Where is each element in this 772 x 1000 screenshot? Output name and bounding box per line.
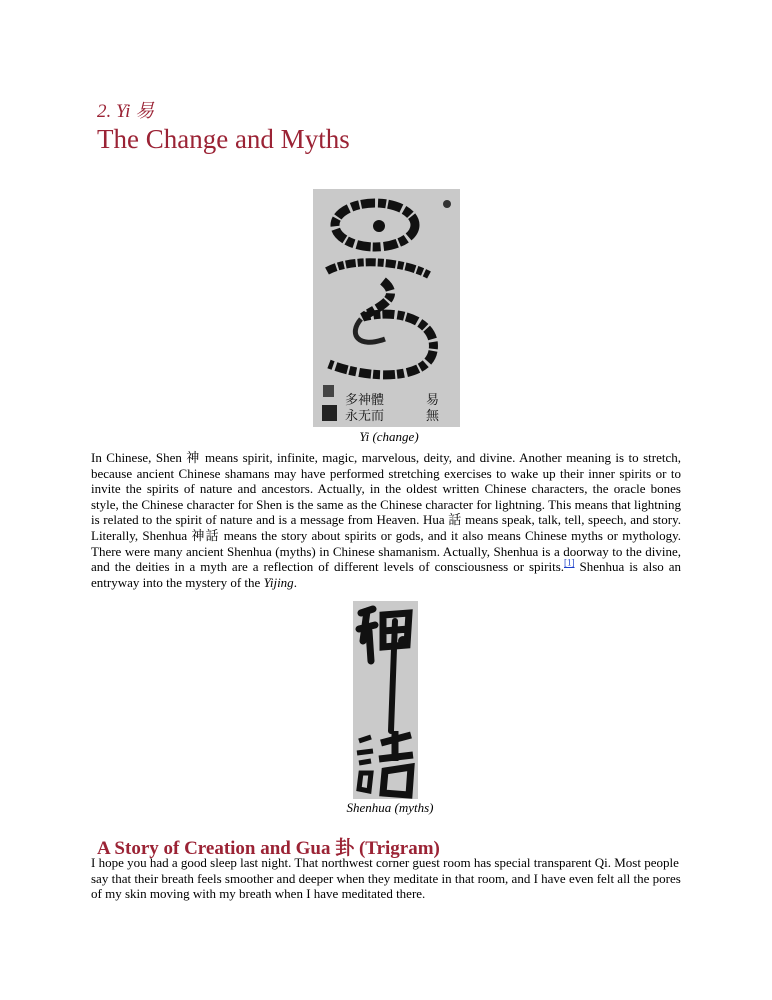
figure2-caption: Shenhua (myths) — [346, 800, 434, 815]
section-heading: A Story of Creation and Gua 卦 (Trigram) — [97, 838, 440, 859]
paragraph-shenhua — [91, 450, 681, 590]
figure1-caption: Yi (change) — [359, 429, 419, 444]
yi-calligraphy-image — [313, 189, 460, 427]
shenhua-calligraphy-image — [353, 601, 418, 799]
svg-text:易: 易 — [426, 393, 440, 408]
chapter-label: 2. Yi 易 — [97, 101, 155, 122]
paragraph1-end: . — [293, 574, 297, 590]
paragraph-story: I hope you had a good sleep last night. That northwest corner guest room has special transparent Qi. Most people say that their breath feels smoother and deeper when they meditate in that room, and I have even felt all the pores of my skin moving with my breath when I have meditated there. — [91, 855, 681, 902]
page-title: The Change and Myths — [97, 124, 350, 154]
paragraph1-text-b: Shenhua is also an entryway into the mystery of the — [91, 559, 681, 590]
footnote-ref — [564, 558, 575, 568]
svg-text:無: 無 — [426, 409, 440, 424]
svg-text:永无而: 永无而 — [345, 409, 385, 424]
footnote-link[interactable]: [1] — [564, 557, 575, 568]
svg-text:多神體: 多神體 — [345, 393, 385, 408]
yijing-italic: Yijing — [263, 574, 294, 590]
paragraph1-text: In Chinese, Shen 神 means spirit, infinite, magic, marvelous, deity, and divine. Another meaning is to stretch, because ancient Chinese shamans may have performed stretching exercises to wake up their inner spirits or to invite the spirits of nature and ancestors. Actually, in the oldest written Chinese characters, the oracle bones style, the Chinese character for Shen is the same as the Chinese character for lightning. This means that lightning is related to the spirit of nature and is a message from Heaven. Hua 話 means speak, talk, tell, speech, and story. Literally, Shenhua 神話 means the story about spirits or gods, and it also means Chinese myths or mythology. There were many ancient Shenhua (myths) in Chinese shamanism. Actually, Shenhua is a doorway to the divine, and the deities in a myth are a reflection of different levels of consciousness or spirits. — [91, 450, 681, 575]
